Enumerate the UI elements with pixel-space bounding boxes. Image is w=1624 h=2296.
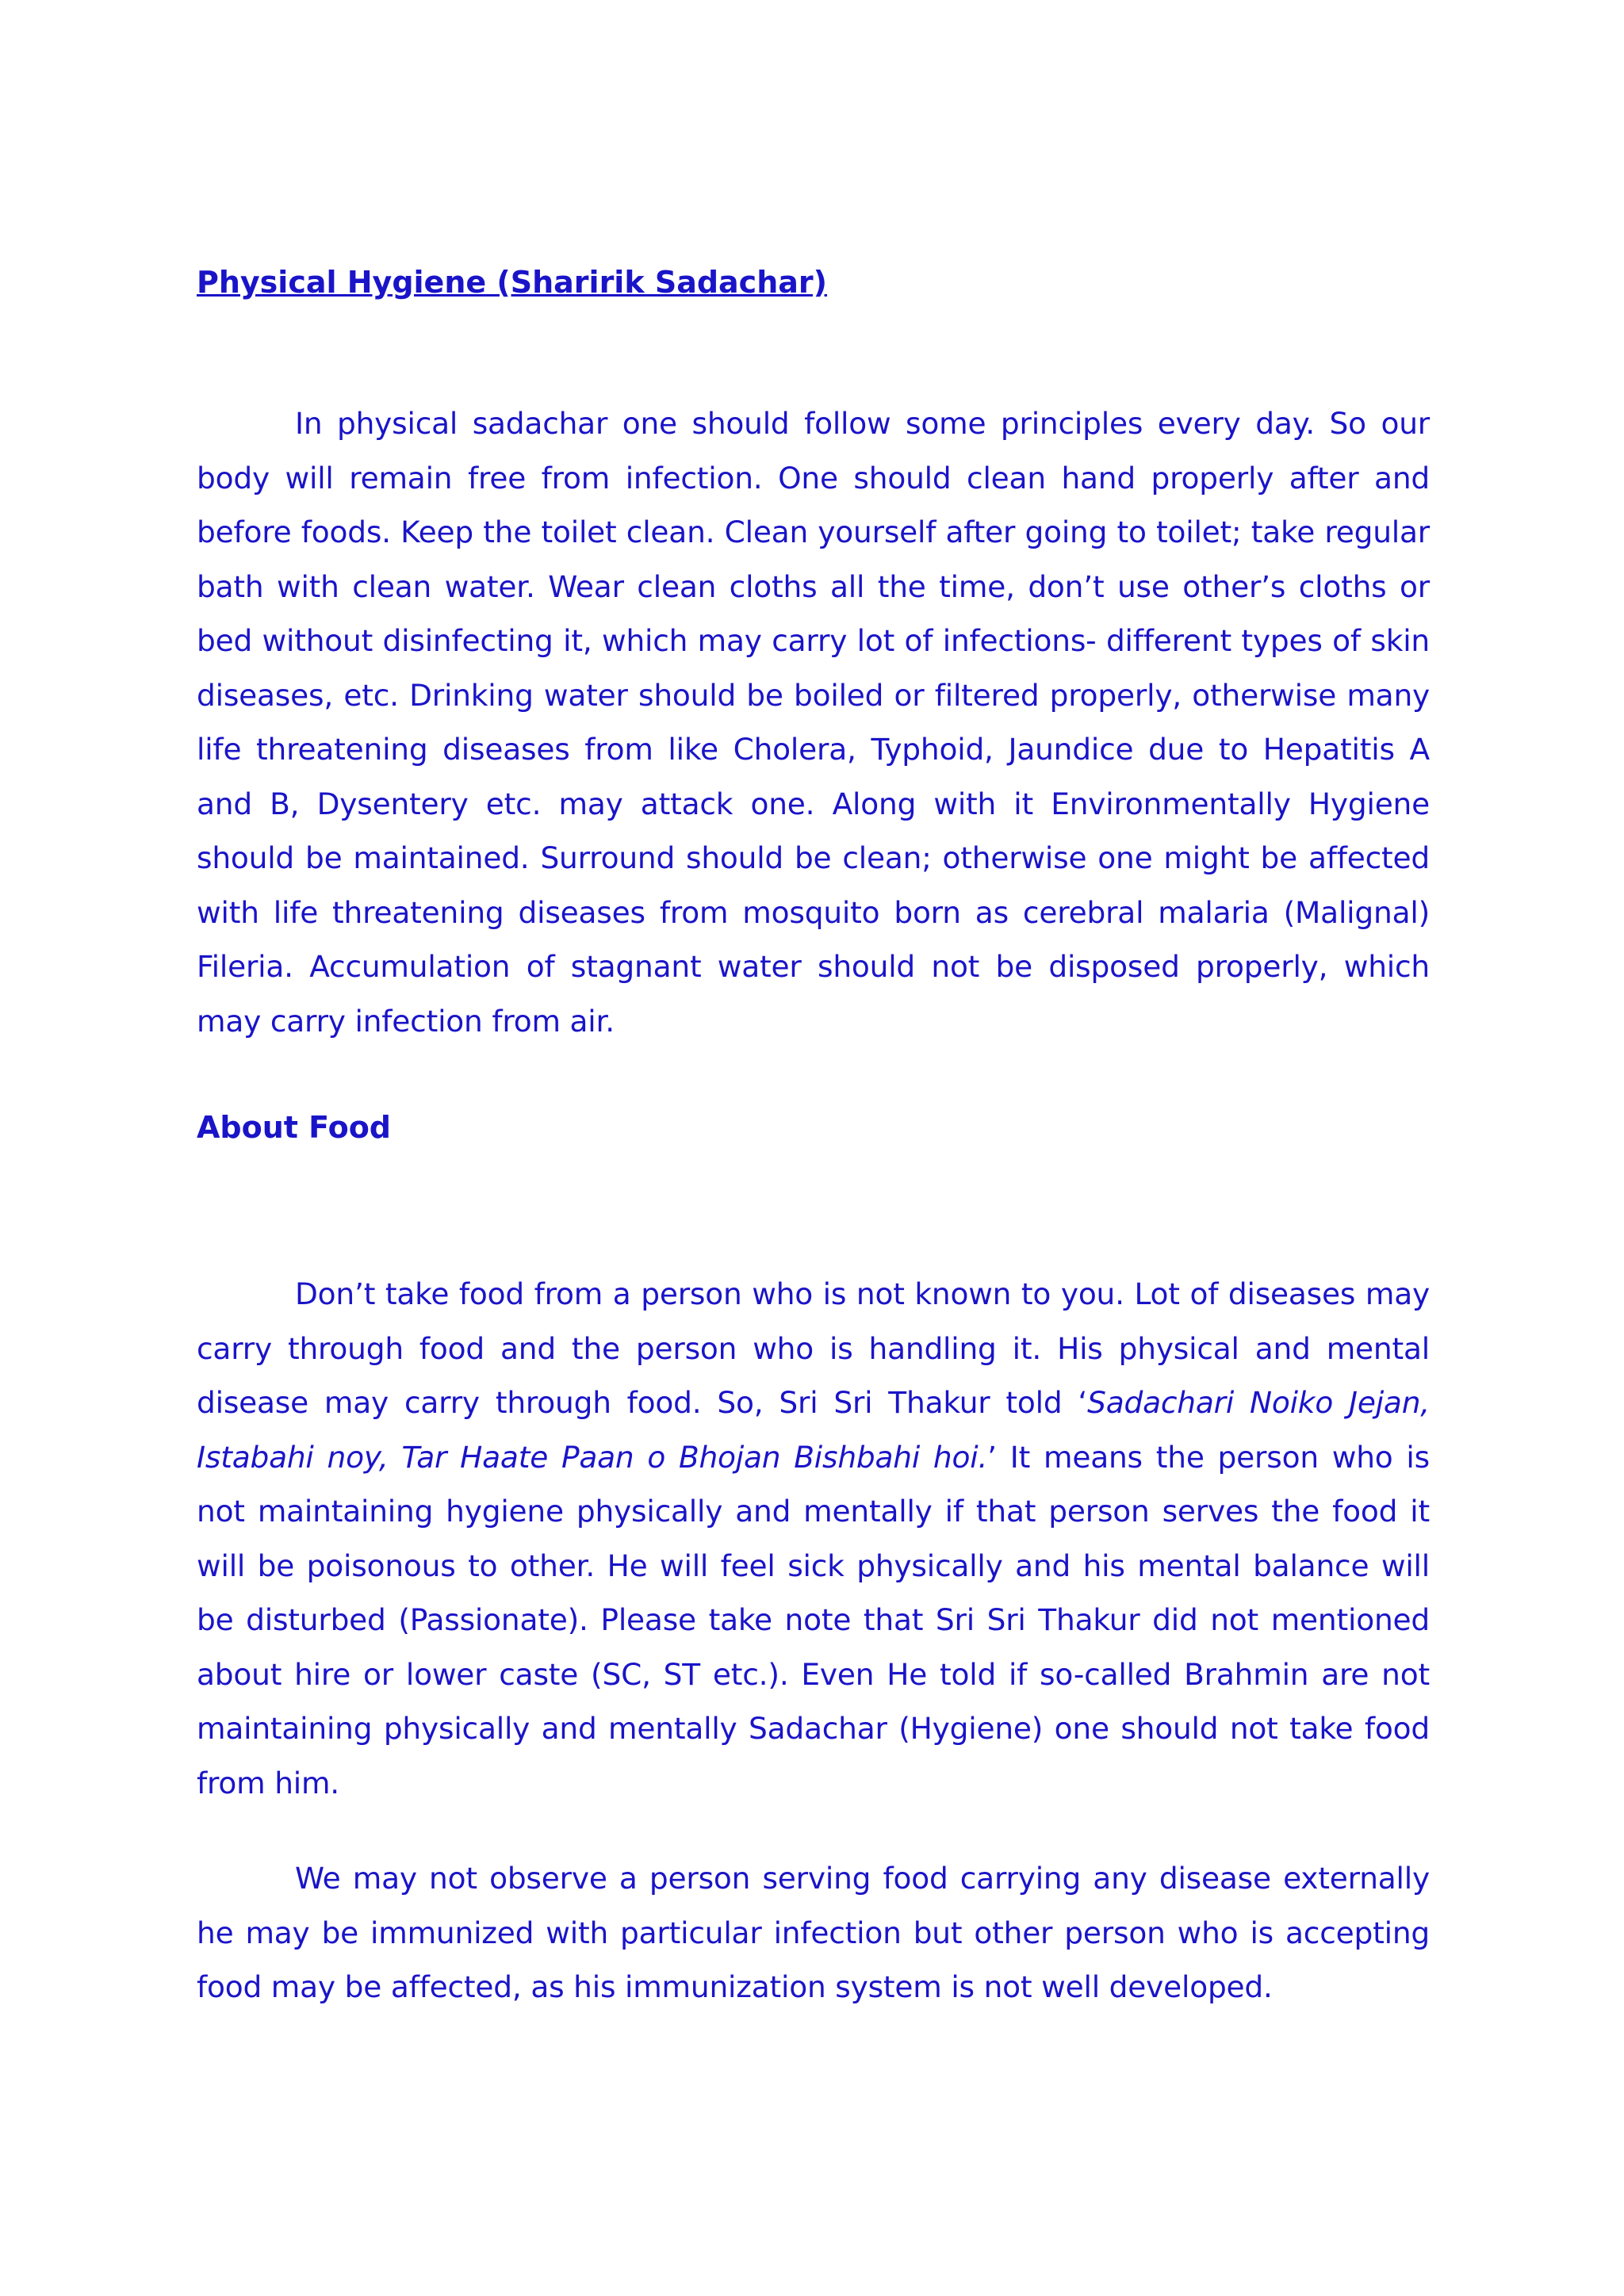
paragraph-physical-hygiene: In physical sadachar one should follow some principles every day. So our body will remain free from infection. One should clean hand properly after and before foods. Keep the toilet clean. Clean yourself after going to toilet; take regular bath with clean water. Wear clean cloths all the time, don’t use other’s cloths or bed without disinfecting it, which may carry lot of infections- different types of skin diseases, etc. Drinking water should be boiled or filtered properly, otherwise many life threatening diseases from like Cholera, Typhoid, Jaundice due to Hepatitis A and B, Dysentery etc. may attack one. Along with it Environmentally Hygiene should be maintained. Surround should be clean; otherwise one might be affected with life threatening diseases from mosquito born as cerebral malaria (Malignal) Fileria. Accumulation of stagnant water should not be disposed properly, which may carry infection from air. — [197, 406, 1430, 1039]
paragraph-about-food-1 — [197, 1267, 1430, 1810]
paragraph-text-after-quote: ’ It means the person who is not maintaining hygiene physically and mentally if that person serves the food it will be poisonous to other. He will feel sick physically and his mental balance will be disturbed (Passionate). Please take note that Sri Sri Thakur did not mentioned about hire or lower caste (SC, ST etc.). Even He told if so-called Brahmin are not maintaining physically and mentally Sadachar (Hygiene) one should not take food from him. — [197, 1439, 1430, 1800]
quoted-saying: Sadachari Noiko Jejan, Istabahi noy, Tar Haate Paan o Bhojan Bishbahi hoi. — [197, 1385, 1430, 1475]
section-heading-physical-hygiene: Physical Hygiene (Sharirik Sadachar) — [197, 265, 828, 300]
paragraph-text-before-quote: Don’t take food from a person who is not known to you. Lot of diseases may carry through food and the person who is handling it. His physical and mental disease may carry through food. So, Sri Sri Thakur told ‘ — [197, 1276, 1430, 1420]
section-heading-about-food: About Food — [197, 1110, 391, 1145]
paragraph-about-food-2: We may not observe a person serving food carrying any disease externally he may be immunized with particular infection but other person who is accepting food may be affected, as his immunization system is not well developed. — [197, 1861, 1430, 2004]
